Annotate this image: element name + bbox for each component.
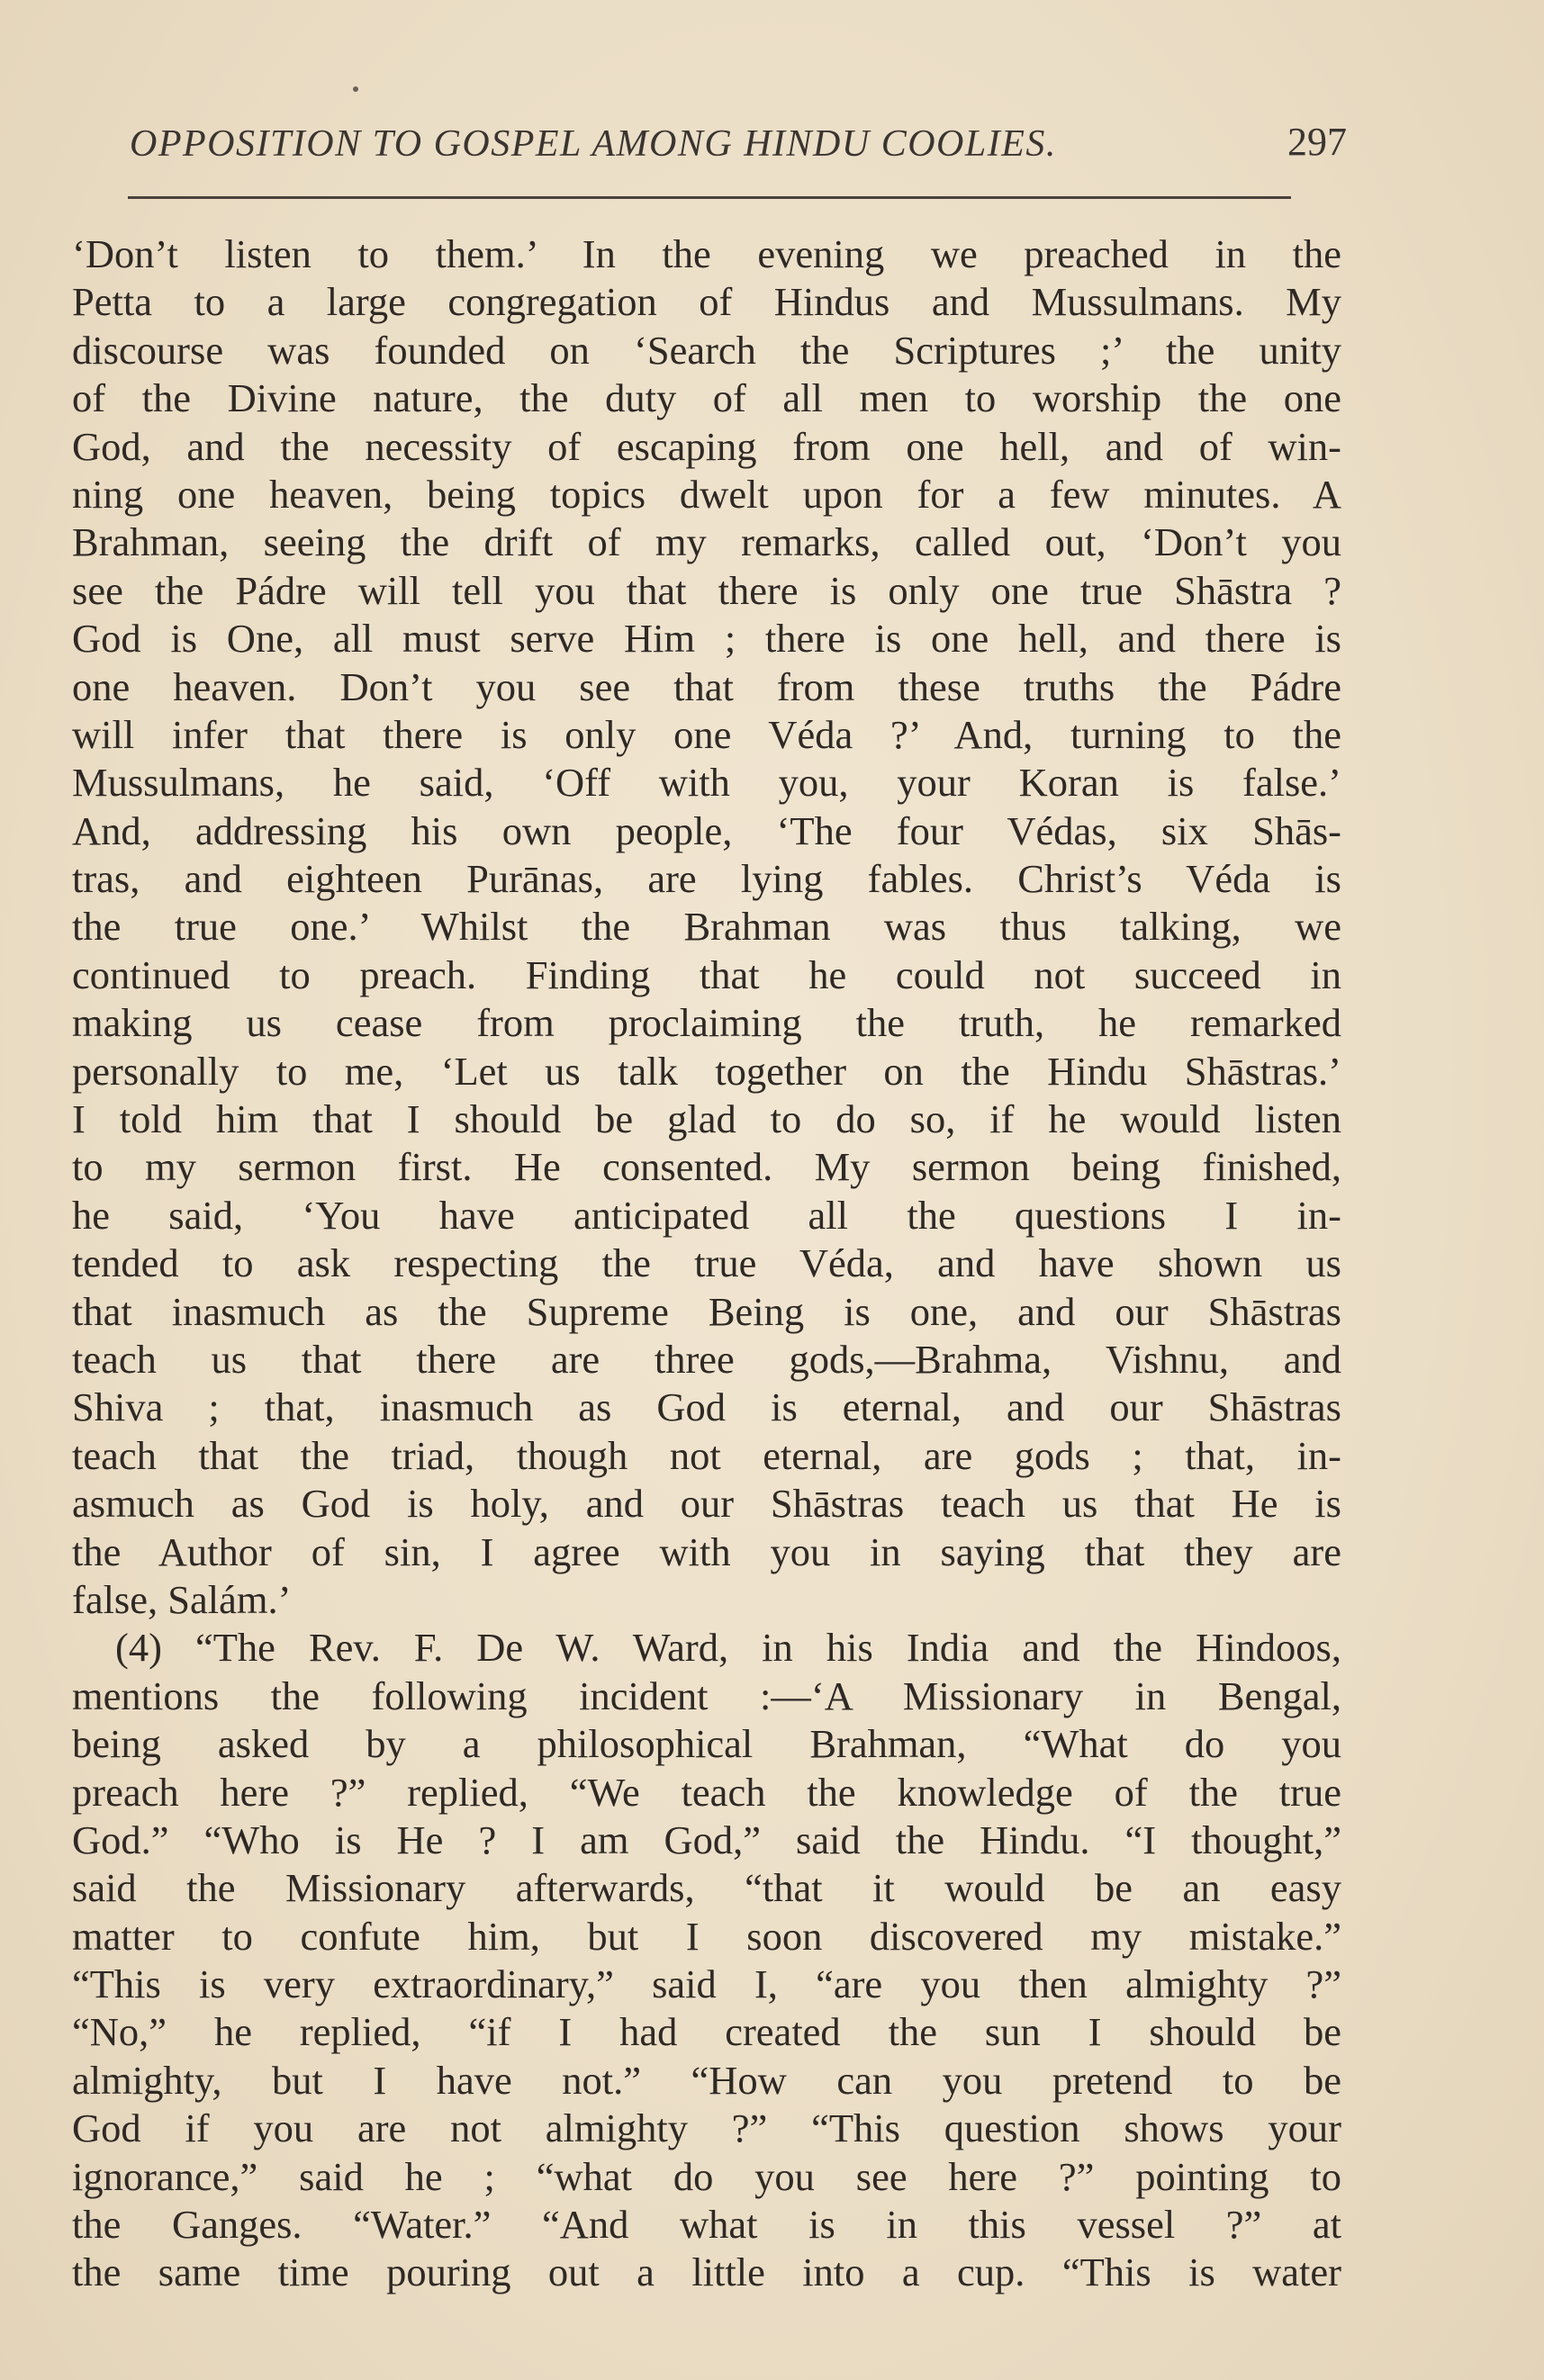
text-line: the Ganges. “Water.” “And what is in this vessel ?” at [72,2202,1341,2248]
text-line: God is One, all must serve Him ; there is one hell, and there is [72,616,1341,662]
text-line: matter to confute him, but I soon discovered my mistake.” [72,1913,1341,1959]
text-line: “This is very extraordinary,” said I, “are you then almighty ?” [72,1961,1341,2007]
text-line: teach that the triad, though not eternal, are gods ; that, in- [72,1432,1341,1478]
text-line: that inasmuch as the Supreme Being is one, and our Shāstras [72,1288,1341,1334]
text-line: continued to preach. Finding that he could not succeed in [72,951,1341,997]
ink-speck [353,86,358,92]
text-line: ignorance,” said he ; “what do you see here ?” pointing to [72,2153,1341,2199]
text-line: of the Divine nature, the duty of all men to worship the one [72,375,1341,421]
text-line: making us cease from proclaiming the truth, he remarked [72,1000,1341,1046]
text-line: teach us that there are three gods,—Brahma, Vishnu, and [72,1336,1341,1382]
text-line: tras, and eighteen Purānas, are lying fables. Christ’s Véda is [72,856,1341,902]
text-line: ‘Don’t listen to them.’ In the evening we preached in the [72,231,1341,276]
text-line: ning one heaven, being topics dwelt upon for a few minutes. A [72,471,1341,517]
book-page [72,117,1347,2295]
text-line: Petta to a large congregation of Hindus and Mussulmans. My [72,279,1341,325]
text-line: personally to me, ‘Let us talk together on the Hindu Shāstras.’ [72,1048,1341,1094]
text-line: the true one.’ Whilst the Brahman was thus talking, we [72,904,1341,950]
text-line: tended to ask respecting the true Véda, and have shown us [72,1240,1341,1286]
text-line: asmuch as God is holy, and our Shāstras teach us that He is [72,1481,1341,1527]
text-line: And, addressing his own people, ‘The four Védas, six Shās- [72,807,1341,853]
body-text [72,230,1341,2297]
text-line: (4) “The Rev. F. De W. Ward, in his India and the Hindoos, [115,1625,1341,1671]
text-line: the same time pouring out a little into a cup. “This is water [72,2249,1341,2295]
page-number: 297 [1287,120,1347,164]
text-line: preach here ?” replied, “We teach the knowledge of the true [72,1769,1341,1815]
text-line: Shiva ; that, inasmuch as God is eternal, and our Shāstras [72,1384,1341,1430]
text-line: God, and the necessity of escaping from one hell, and of win- [72,423,1341,469]
page-header [72,117,1347,180]
text-line: almighty, but I have not.” “How can you pretend to be [72,2057,1341,2103]
text-line: the Author of sin, I agree with you in saying that they are [72,1528,1341,1574]
text-line: Brahman, seeing the drift of my remarks, called out, ‘Don’t you [72,519,1341,565]
text-line: being asked by a philosophical Brahman, “What do you [72,1721,1341,1767]
text-line: see the Pádre will tell you that there is only one true Shāstra ? [72,567,1341,613]
text-line: will infer that there is only one Véda ?’ And, turning to the [72,711,1341,757]
text-line: one heaven. Don’t you see that from these truths the Pádre [72,663,1341,709]
text-line: mentions the following incident :—‘A Missionary in Bengal, [72,1672,1341,1718]
text-line: “No,” he replied, “if I had created the sun I should be [72,2009,1341,2055]
text-line: Mussulmans, he said, ‘Off with you, your Koran is false.’ [72,760,1341,806]
text-line: false, Salám.’ [72,1576,292,1622]
text-line: to my sermon first. He consented. My sermon being finished, [72,1144,1341,1190]
text-line: God.” “Who is He ? I am God,” said the Hindu. “I thought,” [72,1817,1341,1862]
text-line: discourse was founded on ‘Search the Scriptures ;’ the unity [72,327,1341,373]
running-title: OPPOSITION TO GOSPEL AMONG HINDU COOLIES. [130,123,1057,165]
text-line: God if you are not almighty ?” “This question shows your [72,2105,1341,2151]
header-rule [128,196,1291,199]
text-line: said the Missionary afterwards, “that it would be an easy [72,1865,1341,1911]
text-line: I told him that I should be glad to do so, if he would listen [72,1096,1341,1142]
text-line: he said, ‘You have anticipated all the questions I in- [72,1192,1341,1238]
